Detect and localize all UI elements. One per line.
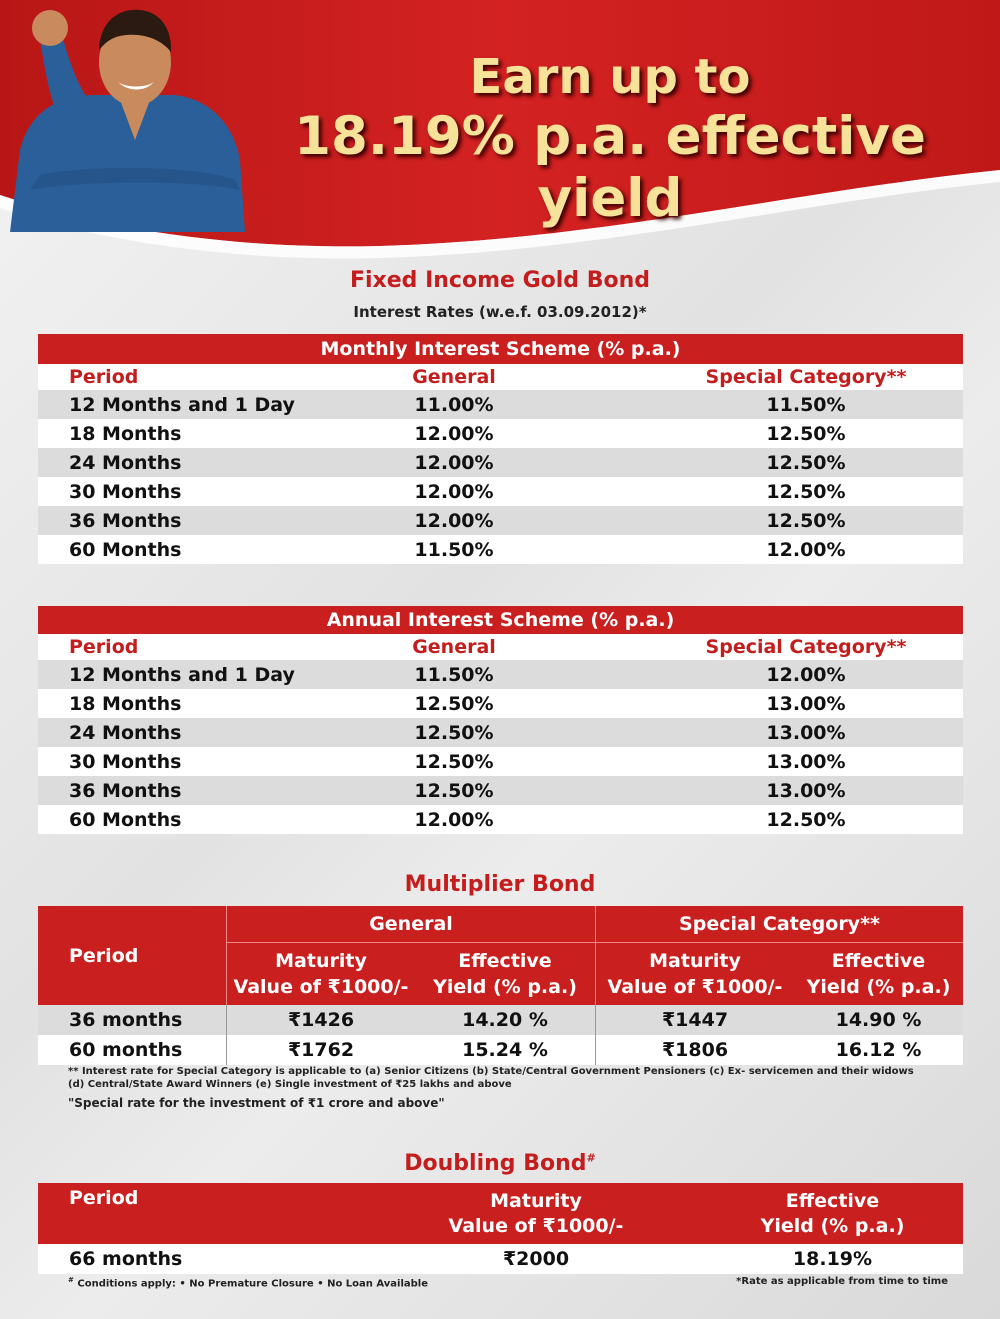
- cell-general: 12.50%: [299, 689, 609, 718]
- table-row: [38, 477, 963, 506]
- cell-general: 12.00%: [299, 419, 609, 448]
- cell-general: 12.50%: [299, 776, 609, 805]
- yield-pa-label: Yield (% p.a.): [806, 976, 951, 998]
- table-row: [38, 805, 963, 834]
- cell-period: 36 Months: [38, 506, 299, 535]
- headline-line1: Earn up to: [469, 49, 751, 105]
- header-period: Period: [38, 364, 299, 390]
- cell-period: 60 Months: [38, 535, 299, 564]
- cell-yield-general: 14.20 %: [415, 1005, 596, 1035]
- cell-period: 36 months: [38, 1005, 227, 1035]
- cell-special: 12.50%: [609, 805, 963, 834]
- maturity-label: Maturity: [649, 950, 741, 972]
- multiplier-table: [38, 906, 963, 1065]
- header-yield-general: [415, 943, 596, 1006]
- monthly-rates-table: [38, 364, 963, 564]
- table-header-row: [38, 634, 963, 660]
- monthly-scheme-bar: Monthly Interest Scheme (% p.a.): [38, 334, 963, 364]
- cell-period: 18 Months: [38, 689, 299, 718]
- table-row: [38, 1244, 963, 1274]
- cell-special: 12.50%: [609, 419, 963, 448]
- table-row: [38, 660, 963, 689]
- fixed-income-subtitle: Interest Rates (w.e.f. 03.09.2012)*: [353, 303, 647, 321]
- cell-maturity-special: ₹1447: [596, 1005, 795, 1035]
- cell-special: 12.00%: [609, 660, 963, 689]
- cell-general: 12.00%: [299, 805, 609, 834]
- cell-yield-special: 16.12 %: [794, 1035, 963, 1065]
- maturity-value-label: Value of ₹1000/-: [448, 1214, 624, 1237]
- table-row: [38, 419, 963, 448]
- table-header-row: [38, 364, 963, 390]
- cell-special: 13.00%: [609, 776, 963, 805]
- doubling-title-mark: #: [586, 1151, 596, 1165]
- cell-period: 60 months: [38, 1035, 227, 1065]
- header-special: Special Category**: [609, 634, 963, 660]
- cell-period: 30 Months: [38, 477, 299, 506]
- fixed-income-title: Fixed Income Gold Bond: [349, 268, 650, 293]
- cell-special: 12.50%: [609, 506, 963, 535]
- header-special: Special Category**: [609, 364, 963, 390]
- cell-yield-special: 14.90 %: [794, 1005, 963, 1035]
- table-row: [38, 1035, 963, 1065]
- cell-special: 13.00%: [609, 689, 963, 718]
- table-header-row: [38, 906, 963, 943]
- table-row: [38, 776, 963, 805]
- yield-pa-label: Yield (% p.a.): [433, 976, 577, 998]
- maturity-label: Maturity: [490, 1189, 582, 1212]
- header-yield-special: [794, 943, 963, 1006]
- cell-maturity-special: ₹1806: [596, 1035, 795, 1065]
- cell-general: 12.50%: [299, 718, 609, 747]
- cell-yield: 18.19%: [702, 1244, 963, 1274]
- cell-maturity-general: ₹1762: [227, 1035, 416, 1065]
- header-maturity-general: [227, 943, 416, 1006]
- yield-label: Effective: [785, 1189, 880, 1212]
- cell-period: 12 Months and 1 Day: [38, 390, 299, 419]
- special-category-note-line2: (d) Central/State Award Winners (e) Single investment of ₹25 lakhs and above: [68, 1079, 512, 1090]
- table-row: [38, 390, 963, 419]
- headline: [230, 48, 990, 230]
- cell-period: 30 Months: [38, 747, 299, 776]
- header-maturity: [370, 1183, 702, 1244]
- yield-label: Effective: [831, 950, 926, 972]
- cell-special: 12.50%: [609, 448, 963, 477]
- header-general: General: [299, 634, 609, 660]
- cell-period: 18 Months: [38, 419, 299, 448]
- cell-maturity-general: ₹1426: [227, 1005, 416, 1035]
- annual-scheme-bar: Annual Interest Scheme (% p.a.): [38, 606, 963, 634]
- header-special: Special Category**: [596, 906, 964, 943]
- doubling-title: [0, 1151, 1000, 1176]
- yield-label: Effective: [458, 950, 552, 972]
- table-row: [38, 448, 963, 477]
- table-row: [38, 535, 963, 564]
- cell-period: 36 Months: [38, 776, 299, 805]
- cell-period: 60 Months: [38, 805, 299, 834]
- maturity-value-label: Value of ₹1000/-: [607, 976, 783, 998]
- footnote-text: Conditions apply: • No Premature Closure • No Loan Available: [77, 1278, 429, 1290]
- cell-period: 66 months: [38, 1244, 370, 1274]
- cell-period: 24 Months: [38, 718, 299, 747]
- cell-yield-general: 15.24 %: [415, 1035, 596, 1065]
- table-row: [38, 506, 963, 535]
- cell-general: 12.50%: [299, 747, 609, 776]
- maturity-value-label: Value of ₹1000/-: [233, 976, 409, 998]
- yield-pa-label: Yield (% p.a.): [760, 1214, 905, 1237]
- cell-general: 12.00%: [299, 506, 609, 535]
- cell-maturity: ₹2000: [370, 1244, 702, 1274]
- table-row: [38, 718, 963, 747]
- cell-general: 12.00%: [299, 477, 609, 506]
- cell-period: 24 Months: [38, 448, 299, 477]
- cell-general: 11.50%: [299, 535, 609, 564]
- header-maturity-special: [596, 943, 795, 1006]
- table-header-row: [38, 1183, 963, 1244]
- maturity-label: Maturity: [275, 950, 367, 972]
- doubling-footnote: [68, 1276, 428, 1289]
- multiplier-title: Multiplier Bond: [404, 872, 596, 897]
- cell-general: 12.00%: [299, 448, 609, 477]
- header-yield: [702, 1183, 963, 1244]
- special-category-note-line1: ** Interest rate for Special Category is applicable to (a) Senior Citizens (b) State/Central Government Pensioners (c) Ex- servicemen and their widows: [68, 1066, 914, 1077]
- cell-special: 12.50%: [609, 477, 963, 506]
- doubling-title-text: Doubling Bond: [404, 1151, 587, 1176]
- cell-special: 13.00%: [609, 747, 963, 776]
- doubling-table: [38, 1183, 963, 1274]
- table-row: [38, 689, 963, 718]
- header-general: General: [299, 364, 609, 390]
- footnote-mark: #: [68, 1276, 74, 1284]
- header-period: Period: [38, 1183, 370, 1244]
- cell-general: 11.50%: [299, 660, 609, 689]
- headline-line2: 18.19% p.a. effective yield: [294, 106, 926, 229]
- table-row: [38, 747, 963, 776]
- header-period: Period: [38, 634, 299, 660]
- header-period: Period: [38, 906, 227, 1005]
- cell-special: 13.00%: [609, 718, 963, 747]
- spokesperson-photo: [0, 0, 260, 232]
- annual-rates-table: [38, 634, 963, 834]
- table-row: [38, 1005, 963, 1035]
- rate-applicable-note: *Rate as applicable from time to time: [736, 1276, 948, 1287]
- cell-special: 12.00%: [609, 535, 963, 564]
- crore-note: "Special rate for the investment of ₹1 crore and above": [68, 1096, 445, 1110]
- cell-period: 12 Months and 1 Day: [38, 660, 299, 689]
- cell-general: 11.00%: [299, 390, 609, 419]
- cell-special: 11.50%: [609, 390, 963, 419]
- header-general: General: [227, 906, 596, 943]
